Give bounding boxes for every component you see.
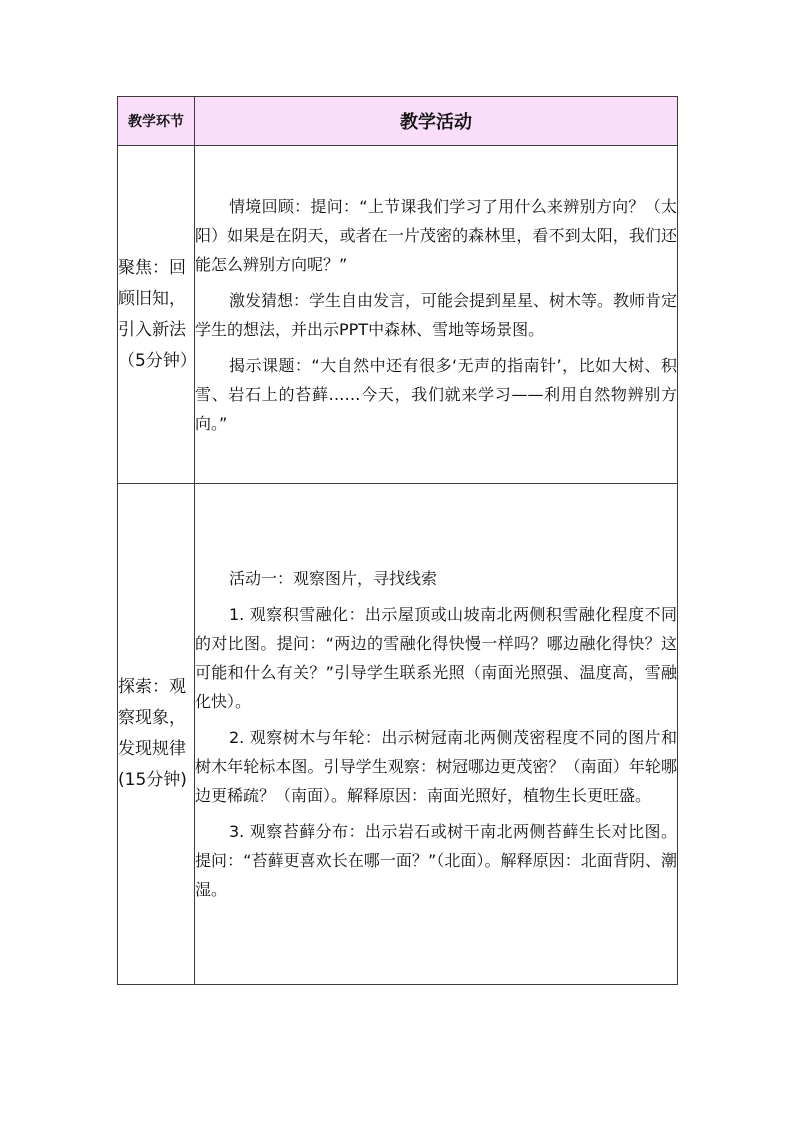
activity-paragraph: 情境回顾：提问：“上节课我们学习了用什么来辨别方向？（太阳）如果是在阴天，或者在一片茂密的森林里，看不到太阳，我们还能怎么辨别方向呢？” [195,196,677,274]
activity-paragraph: 1. 观察积雪融化：出示屋顶或山坡南北两侧积雪融化程度不同的对比图。提问：“两边的雪融化得快慢一样吗？哪边融化得快？这可能和什么有关？”引导学生联系光照（南面光照强、温度高，雪融化快）。 [195,605,677,711]
activity-paragraph: 揭示课题：“大自然中还有很多‘无声的指南针’，比如大树、积雪、岩石上的苔藓……今天，我们就来学习——利用自然物辨别方向。” [195,355,677,433]
activity-paragraph: 活动一：观察图片，寻找线索 [229,569,438,588]
activity-cell [195,146,678,484]
activity-column-header: 教学活动 [195,97,678,146]
table-row [118,484,678,985]
activity-paragraph: 3. 观察苔藓分布：出示岩石或树干南北两侧苔藓生长对比图。提问：“苔藓更喜欢长在哪一面？”（北面）。解释原因：北面背阴、潮湿。 [195,822,677,899]
lesson-plan-table [117,96,678,985]
stage-column-header: 教学环节 [118,97,195,146]
activity-cell [195,484,678,985]
table-header-row [118,97,678,146]
activity-paragraph: 2. 观察树木与年轮：出示树冠南北两侧茂密程度不同的图片和树木年轮标本图。引导学生观察：树冠哪边更茂密？（南面）年轮哪边更稀疏？（南面）。解释原因：南面光照好，植物生长更旺盛。 [195,728,677,805]
activity-paragraph: 激发猜想：学生自由发言，可能会提到星星、树木等。教师肯定学生的想法，并出示PPT中森林、雪地等场景图。 [195,290,678,339]
table-row [118,146,678,484]
stage-cell: 聚焦：回顾旧知，引入新法（5分钟） [118,146,195,484]
stage-cell: 探索：观察现象，发现规律(15分钟) [118,484,195,985]
